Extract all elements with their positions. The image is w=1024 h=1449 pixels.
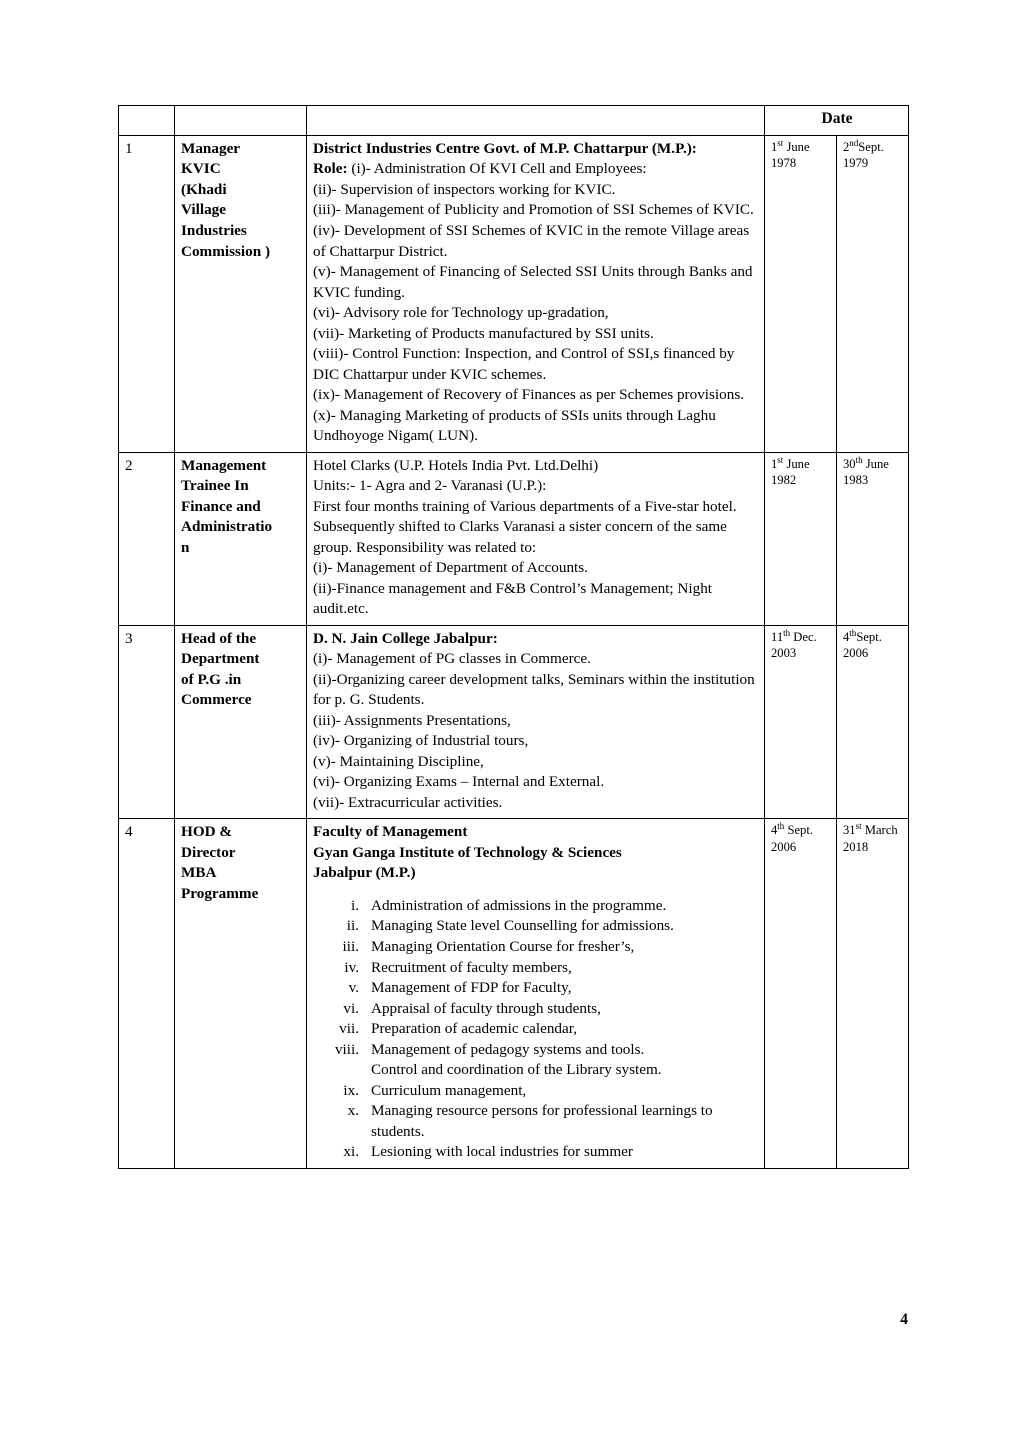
description-item: (viii)- Control Function: Inspection, and Control of SSI,s financed by DIC Chattarpur under KVIC schemes. xyxy=(313,345,735,383)
date-to-year: 2006 xyxy=(843,646,869,661)
position-line: Director xyxy=(181,843,236,861)
date-to-day xyxy=(843,139,903,155)
list-marker: vi. xyxy=(343,999,359,1017)
list-marker: iii. xyxy=(342,938,359,955)
date-from xyxy=(765,625,837,819)
date-to xyxy=(837,625,909,819)
table-row xyxy=(119,625,909,819)
row-position xyxy=(175,819,307,1168)
date-day-number: 1 xyxy=(771,456,778,471)
list-text: Curriculum management, xyxy=(371,1081,527,1099)
list-item xyxy=(313,978,759,999)
date-day-number: 31 xyxy=(843,823,856,838)
date-from-day xyxy=(771,139,831,155)
experience-table xyxy=(118,105,909,1169)
list-text: Management of pedagogy systems and tools. xyxy=(371,1040,645,1058)
row-position xyxy=(175,625,307,819)
list-marker: vii. xyxy=(339,1020,359,1038)
row-position xyxy=(175,135,307,452)
position-line: Administratio xyxy=(181,518,273,536)
date-from-year: 2006 xyxy=(771,839,797,854)
row-description xyxy=(307,625,765,819)
row-description xyxy=(307,452,765,625)
list-text: Preparation of academic calendar, xyxy=(371,1020,577,1038)
date-from-year: 1982 xyxy=(771,473,797,488)
description-title: Faculty of Management xyxy=(313,823,468,841)
position-line: Trainee In xyxy=(181,477,249,495)
list-marker: viii. xyxy=(334,1040,359,1058)
list-marker: i. xyxy=(350,896,359,914)
date-from xyxy=(765,452,837,625)
date-month: Dec. xyxy=(790,629,817,644)
position-line: KVIC xyxy=(181,160,221,178)
position-line: Head of the xyxy=(181,629,257,647)
list-text: Management of FDP for Faculty, xyxy=(371,979,572,997)
description-item: (ii)- Supervision of inspectors working for KVIC. xyxy=(313,180,616,198)
list-text: Administration of admissions in the programme. xyxy=(371,896,667,914)
date-from-year: 2003 xyxy=(771,646,797,661)
table-row xyxy=(119,135,909,452)
header-cell-position xyxy=(175,106,307,136)
list-marker: v. xyxy=(348,979,359,997)
date-to xyxy=(837,135,909,452)
position-line: Industries xyxy=(181,221,247,239)
date-month: Sept. xyxy=(784,823,813,838)
row-description xyxy=(307,819,765,1168)
description-item: (v)- Management of Financing of Selected SSI Units through Banks and KVIC funding. xyxy=(313,263,753,301)
date-month: June xyxy=(783,456,810,471)
row-number: 2 xyxy=(119,452,175,625)
list-marker: x. xyxy=(347,1102,359,1120)
description-item: (v)- Maintaining Discipline, xyxy=(313,752,484,770)
list-text: Managing resource persons for professional learnings to students. xyxy=(371,1102,713,1140)
list-marker: ix. xyxy=(343,1081,359,1099)
list-text: Recruitment of faculty members, xyxy=(371,958,572,976)
position-line: Finance and xyxy=(181,497,261,515)
description-title: Jabalpur (M.P.) xyxy=(313,864,416,882)
list-item xyxy=(313,999,759,1020)
role-label: Role: xyxy=(313,160,348,178)
description-item: (i)- Management of Department of Accounts. xyxy=(313,559,588,577)
position-line: HOD & xyxy=(181,823,233,841)
date-ordinal-suffix: th xyxy=(855,454,863,465)
date-to-year: 1983 xyxy=(843,473,869,488)
position-line: MBA xyxy=(181,864,217,882)
date-month: Sept. xyxy=(858,139,884,154)
position-line: Village xyxy=(181,201,226,219)
list-text: Managing Orientation Course for fresher’s, xyxy=(371,938,635,955)
date-month: June xyxy=(783,139,810,154)
list-item xyxy=(313,1019,759,1040)
list-item xyxy=(313,1040,759,1061)
description-item: (iii)- Assignments Presentations, xyxy=(313,711,511,729)
description-item: (vii)- Marketing of Products manufactured by SSI units. xyxy=(313,324,654,342)
date-day-number: 1 xyxy=(771,139,778,154)
date-from-day xyxy=(771,629,831,645)
date-ordinal-suffix: th xyxy=(783,627,791,638)
list-item xyxy=(313,896,759,917)
description-item: (iv)- Organizing of Industrial tours, xyxy=(313,732,529,750)
list-text: Appraisal of faculty through students, xyxy=(371,999,601,1017)
date-ordinal-suffix: nd xyxy=(849,137,859,148)
position-line: Commission ) xyxy=(181,242,271,260)
list-marker: ii. xyxy=(346,917,359,935)
description-title: District Industries Centre Govt. of M.P. Chattarpur (M.P.): xyxy=(313,139,697,157)
description-item: (iii)- Management of Publicity and Promotion of SSI Schemes of KVIC. xyxy=(313,201,754,219)
row-number: 4 xyxy=(119,819,175,1168)
position-line: n xyxy=(181,538,190,556)
spacer xyxy=(313,884,759,896)
position-line: Department xyxy=(181,650,260,668)
list-text: Lesioning with local industries for summer xyxy=(371,1143,633,1161)
list-text: Managing State level Counselling for admissions. xyxy=(371,917,674,935)
date-from xyxy=(765,819,837,1168)
list-item xyxy=(313,1060,759,1081)
list-item xyxy=(313,916,759,937)
date-to xyxy=(837,452,909,625)
description-item: (vii)- Extracurricular activities. xyxy=(313,793,503,811)
role-first-item: (i)- Administration Of KVI Cell and Employees: xyxy=(351,160,647,178)
date-to-day xyxy=(843,629,903,645)
header-cell-date: Date xyxy=(765,106,909,136)
date-day-number: 4 xyxy=(843,629,850,644)
description-item: (x)- Managing Marketing of products of SSIs units through Laghu Undhoyoge Nigam( LUN). xyxy=(313,406,716,445)
description-item: (vi)- Advisory role for Technology up-gradation, xyxy=(313,304,609,322)
header-cell-description xyxy=(307,106,765,136)
list-item xyxy=(313,1142,759,1163)
date-from-year: 1978 xyxy=(771,156,797,171)
date-to-year: 2018 xyxy=(843,839,869,854)
list-item xyxy=(313,1081,759,1102)
description-item: (i)- Management of PG classes in Commerce. xyxy=(313,650,591,668)
row-number: 1 xyxy=(119,135,175,452)
position-line: Management xyxy=(181,456,267,474)
list-marker: xi. xyxy=(343,1143,359,1161)
description-title: Gyan Ganga Institute of Technology & Sciences xyxy=(313,843,622,861)
row-description xyxy=(307,135,765,452)
description-item: (ii)-Finance management and F&B Control’s Management; Night audit.etc. xyxy=(313,579,713,618)
date-day-number: 2 xyxy=(843,139,850,154)
table-row xyxy=(119,819,909,1168)
description-item: Units:- 1- Agra and 2- Varanasi (U.P.): xyxy=(313,477,547,495)
description-item: (ii)-Organizing career development talks, Seminars within the institution for p. G. Students. xyxy=(313,670,755,709)
list-item xyxy=(313,1101,759,1142)
date-ordinal-suffix: th xyxy=(849,627,857,638)
date-day-number: 11 xyxy=(771,629,784,644)
row-position xyxy=(175,452,307,625)
roman-list xyxy=(313,896,759,1163)
header-cell-no xyxy=(119,106,175,136)
description-item: First four months training of Various departments of a Five-star hotel. Subsequently shifted to Clarks Varanasi a sister concern of the same group. Responsibility was related to: xyxy=(313,497,737,556)
position-line: of P.G .in xyxy=(181,670,242,688)
date-month: June xyxy=(862,456,889,471)
date-to-day xyxy=(843,456,903,472)
description-title: D. N. Jain College Jabalpur: xyxy=(313,629,498,647)
list-item xyxy=(313,958,759,979)
table-row xyxy=(119,452,909,625)
description-item: (ix)- Management of Recovery of Finances as per Schemes provisions. xyxy=(313,386,745,404)
date-to-year: 1979 xyxy=(843,156,869,171)
list-marker: iv. xyxy=(344,958,359,976)
description-item: (vi)- Organizing Exams – Internal and External. xyxy=(313,773,605,791)
description-item: Hotel Clarks (U.P. Hotels India Pvt. Ltd.Delhi) xyxy=(313,456,599,474)
role-line xyxy=(313,159,759,180)
date-month: March xyxy=(861,823,898,838)
date-ordinal-suffix: st xyxy=(855,821,862,832)
list-item xyxy=(313,937,759,958)
date-to-day xyxy=(843,822,903,838)
row-number: 3 xyxy=(119,625,175,819)
date-from-day xyxy=(771,456,831,472)
description-item: (iv)- Development of SSI Schemes of KVIC in the remote Village areas of Chattarpur District. xyxy=(313,221,750,260)
page-number: 4 xyxy=(900,1311,908,1328)
table-header-row xyxy=(119,106,909,136)
date-from xyxy=(765,135,837,452)
date-ordinal-suffix: th xyxy=(777,821,785,832)
position-line: Commerce xyxy=(181,691,252,709)
date-month: Sept. xyxy=(856,629,882,644)
date-day-number: 4 xyxy=(771,823,778,838)
date-ordinal-suffix: st xyxy=(777,137,784,148)
date-from-day xyxy=(771,822,831,838)
position-line: Programme xyxy=(181,884,259,902)
position-line: Manager xyxy=(181,139,241,157)
list-text: Control and coordination of the Library system. xyxy=(371,1061,662,1079)
position-line: (Khadi xyxy=(181,180,227,198)
date-ordinal-suffix: st xyxy=(777,454,784,465)
date-to xyxy=(837,819,909,1168)
cv-table-wrapper xyxy=(118,105,908,1169)
date-day-number: 30 xyxy=(843,456,856,471)
